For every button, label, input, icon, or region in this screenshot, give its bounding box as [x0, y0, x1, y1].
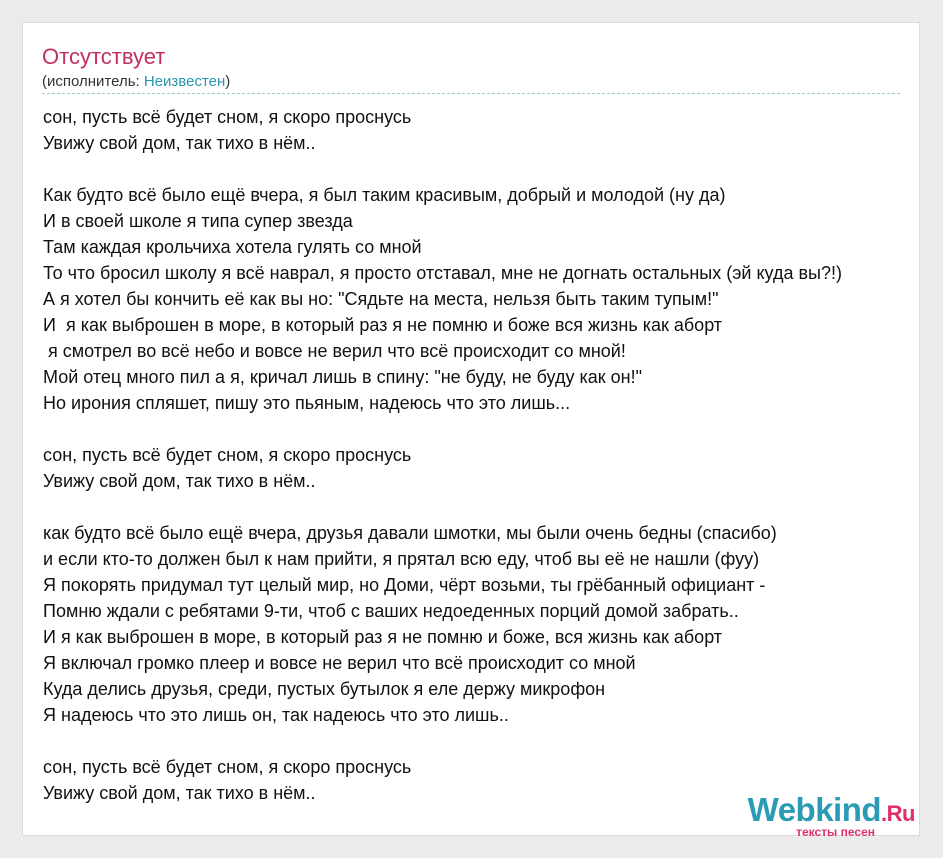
- lyric-line: То что бросил школу я всё наврал, я просто отставал, мне не догнать остальных (эй куда вы?!): [43, 263, 842, 283]
- lyric-line: Но ирония спляшет, пишу это пьяным, надеюсь что это лишь...: [43, 393, 571, 413]
- lyric-line: как будто всё было ещё вчера, друзья давали шмотки, мы были очень бедны (спасибо): [43, 523, 777, 543]
- lyric-line: Увижу свой дом, так тихо в нём..: [43, 783, 316, 803]
- lyric-line: Увижу свой дом, так тихо в нём..: [43, 471, 316, 491]
- lyric-line: сон, пусть всё будет сном, я скоро проснусь: [43, 445, 412, 465]
- lyric-line: И я как выброшен в море, в который раз я не помню и боже, вся жизнь как аборт: [43, 627, 723, 647]
- lyric-line: Увижу свой дом, так тихо в нём..: [43, 133, 316, 153]
- lyric-line: Я покорять придумал тут целый мир, но Доми, чёрт возьми, ты грёбанный официант -: [43, 575, 766, 595]
- logo-tagline: тексты песен: [796, 825, 875, 839]
- lyric-line: Помню ждали с ребятами 9-ти, чтоб с ваших недоеденных порций домой забрать..: [43, 601, 739, 621]
- lyric-line: сон, пусть всё будет сном, я скоро проснусь: [43, 757, 412, 777]
- lyric-line: И я как выброшен в море, в который раз я не помню и боже вся жизнь как аборт: [43, 315, 723, 335]
- lyric-blank-line: [43, 728, 943, 754]
- lyric-line: Я надеюсь что это лишь он, так надеюсь что это лишь..: [43, 705, 509, 725]
- artist-line: [42, 73, 230, 90]
- artist-prefix: (исполнитель:: [42, 73, 144, 90]
- lyric-blank-line: [43, 156, 943, 182]
- lyric-line: Мой отец много пил а я, кричал лишь в спину: "не буду, не буду как он!": [43, 367, 642, 387]
- lyrics-text: [43, 104, 943, 806]
- lyric-line: А я хотел бы кончить её как вы но: "Сядьте на места, нельзя быть таким тупым!": [43, 289, 719, 309]
- artist-link[interactable]: Неизвестен: [143, 73, 226, 90]
- logo-main-text: Webkind: [747, 791, 882, 828]
- lyric-line: я смотрел во всё небо и вовсе не верил что всё происходит со мной!: [43, 341, 626, 361]
- lyric-line: Я включал громко плеер и вовсе не верил что всё происходит со мной: [43, 653, 636, 673]
- song-title: Отсутствует: [42, 44, 166, 69]
- lyric-line: Там каждая крольчиха хотела гулять со мной: [43, 237, 422, 257]
- lyric-blank-line: [43, 494, 943, 520]
- lyric-line: Куда делись друзья, среди, пустых бутылок я еле держу микрофон: [43, 679, 606, 699]
- lyric-line: И в своей школе я типа супер звезда: [43, 211, 353, 231]
- artist-suffix: ): [225, 73, 231, 90]
- lyric-blank-line: [43, 416, 943, 442]
- lyric-line: сон, пусть всё будет сном, я скоро проснусь: [43, 107, 412, 127]
- lyric-line: Как будто всё было ещё вчера, я был таким красивым, добрый и молодой (ну да): [43, 185, 726, 205]
- lyric-line: и если кто-то должен был к нам прийти, я прятал всю еду, чтоб вы её не нашли (фуу): [43, 549, 760, 569]
- header-divider: [42, 93, 900, 94]
- logo-tld: .Ru: [881, 801, 915, 826]
- webkind-logo[interactable]: [748, 792, 915, 839]
